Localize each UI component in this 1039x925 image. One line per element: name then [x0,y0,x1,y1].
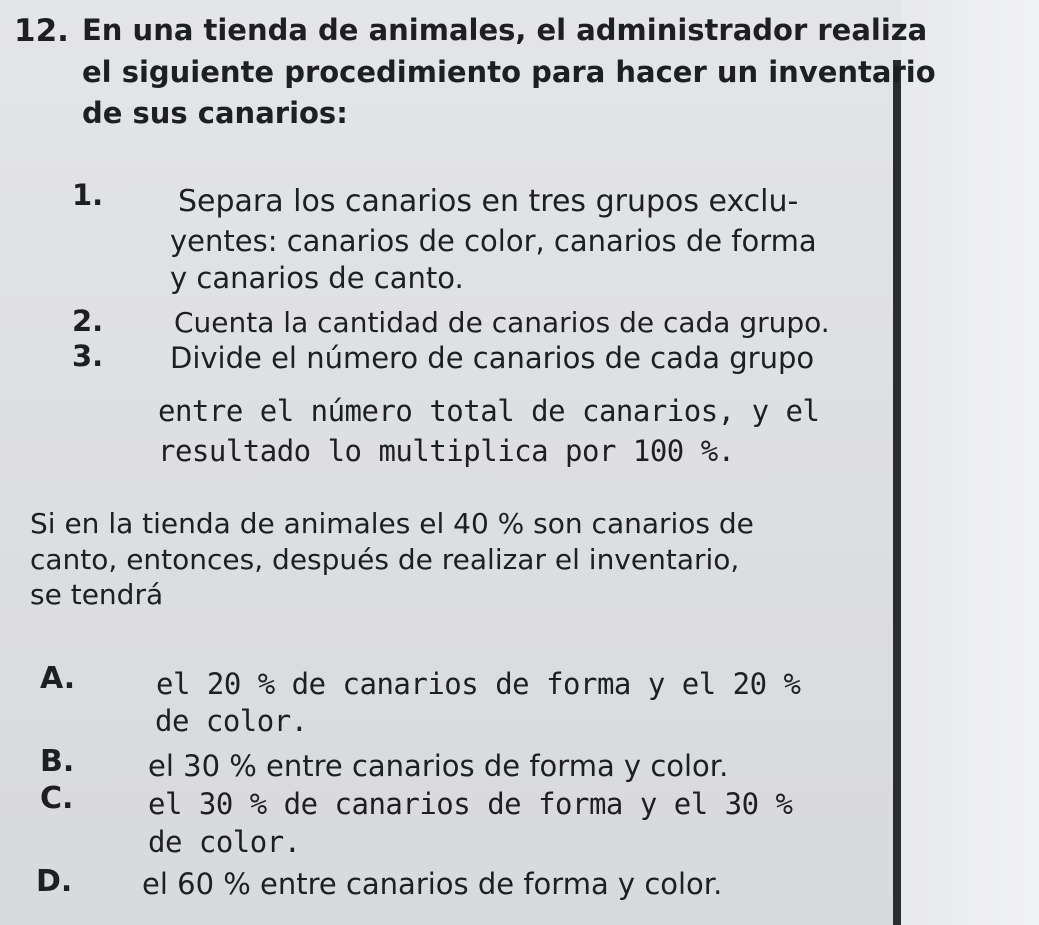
step-1-number: 1. [72,178,104,212]
step-2-line-1: Cuenta la cantidad de canarios de cada grupo. [174,306,830,339]
stem-line-2: el siguiente procedimiento para hacer un inventario [82,55,936,89]
option-d-line-1: el 60 % entre canarios de forma y color. [142,867,723,901]
option-d-letter: D. [36,864,73,899]
option-b-line-1: el 30 % entre canarios de forma y color. [148,749,729,783]
step-3-number: 3. [72,339,104,373]
option-c-line-1: el 30 % de canarios de forma y el 30 % [148,787,793,821]
prompt-line-2: canto, entonces, después de realizar el inventario, [30,543,740,576]
step-1-line-2: yentes: canarios de color, canarios de forma [170,224,817,258]
step-3-line-1: Divide el número de canarios de cada grupo [170,341,815,375]
stem-line-3: de sus canarios: [82,96,348,130]
step-1-line-3: y canarios de canto. [170,261,464,295]
step-3-line-2: entre el número total de canarios, y el [158,394,820,428]
option-c-line-2: de color. [148,825,301,859]
option-b-letter: B. [40,744,75,779]
option-a-letter: A. [40,661,76,696]
prompt-line-1: Si en la tienda de animales el 40 % son canarios de [30,507,754,540]
option-a-line-2: de color. [155,704,308,738]
prompt-line-3: se tendrá [30,578,164,611]
page-edge-shadow [893,60,901,925]
stem-line-1: En una tienda de animales, el administrador realiza [82,13,928,47]
step-1-line-1: Separa los canarios en tres grupos exclu- [178,184,799,219]
option-c-letter: C. [40,781,74,816]
right-background [901,0,1039,925]
step-2-number: 2. [72,304,104,338]
step-3-line-3: resultado lo multiplica por 100 %. [158,434,735,468]
option-a-line-1: el 20 % de canarios de forma y el 20 % [156,667,801,701]
question-number: 12. [14,13,69,49]
